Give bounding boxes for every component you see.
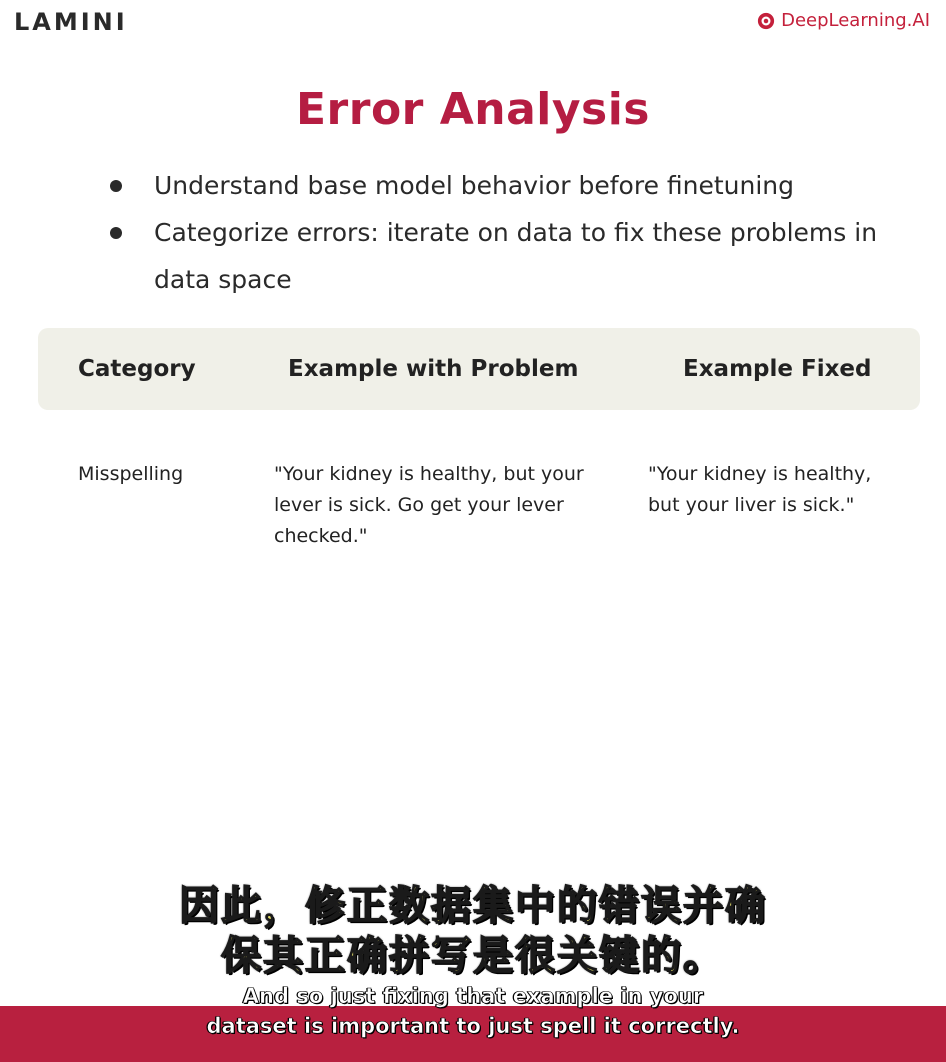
bullet-text: Categorize errors: iterate on data to fix these problems in data space [154, 218, 878, 294]
deeplearning-logo-icon [757, 12, 775, 30]
column-header-category: Category [78, 356, 196, 382]
cell-fixed-example: "Your kidney is healthy, but your liver is sick." [648, 463, 872, 516]
bullet-item [110, 209, 900, 303]
bullet-dot-icon [110, 227, 122, 239]
subtitle-en-line-1: And so just fixing that example in your [242, 984, 704, 1008]
cell-category: Misspelling [78, 463, 184, 485]
brand-name: DeepLearning.AI [781, 10, 930, 31]
slide-title: Error Analysis [296, 84, 650, 135]
lamini-logo: LAMINI [14, 8, 128, 36]
bullet-list [110, 162, 900, 303]
column-header-problem: Example with Problem [288, 356, 579, 382]
column-header-fixed: Example Fixed [683, 356, 872, 382]
table-header [38, 328, 920, 410]
bullet-item [110, 162, 900, 209]
deeplearning-ai-brand [757, 10, 930, 31]
cell-problem-example: "Your kidney is healthy, but your lever is sick. Go get your lever checked." [274, 463, 584, 547]
subtitle-cn-line-1: 因此，修正数据集中的错误并确 [179, 883, 767, 929]
bullet-text: Understand base model behavior before finetuning [154, 171, 795, 200]
subtitle-cn-line-2: 保其正确拼写是很关键的。 [221, 933, 725, 979]
bullet-dot-icon [110, 180, 122, 192]
subtitle-en-line-2: dataset is important to just spell it correctly. [206, 1014, 740, 1038]
